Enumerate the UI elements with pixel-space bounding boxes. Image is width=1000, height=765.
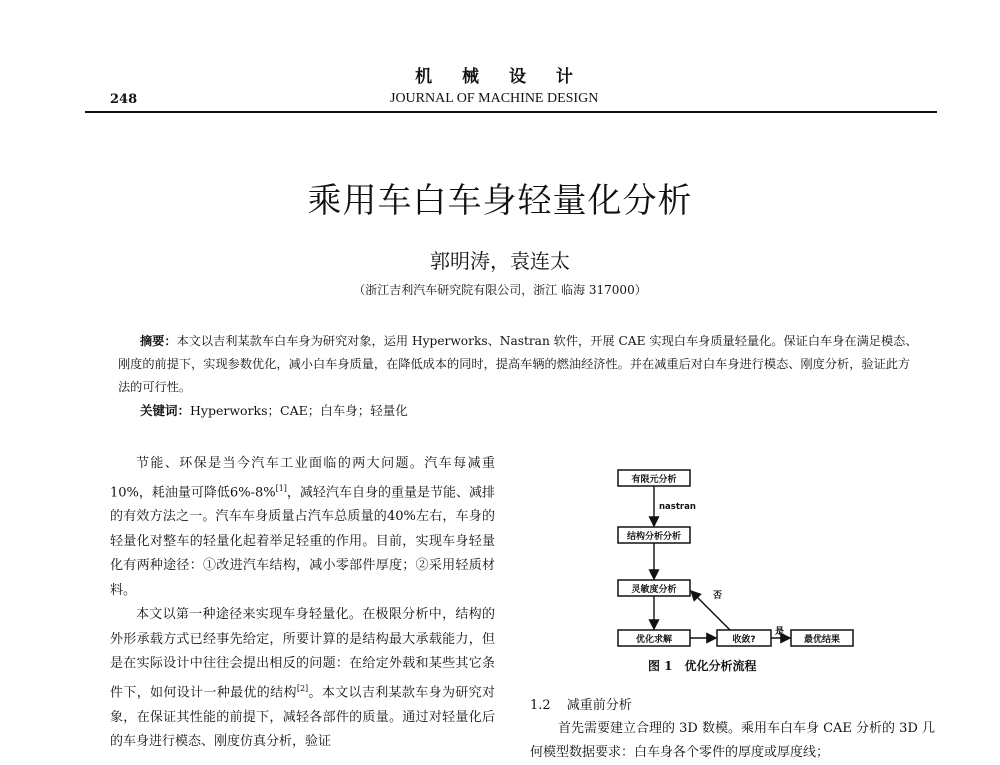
page-number: 248 [110,92,138,107]
box-struct-label: 结构分析分析 [626,532,682,542]
flowchart-figure [595,460,925,682]
citation-2[interactable]: [2] [296,683,309,693]
keywords-label: 关键词： [140,403,191,418]
article-authors: 郭明涛，袁连太 [430,249,570,273]
section-number: 1.2 [530,698,551,713]
figure-caption: 图 1 优化分析流程 [648,659,757,673]
box-sensitivity-label: 灵敏度分析 [631,585,677,595]
nastran-label: nastran [659,502,696,512]
section-title: 减重前分析 [566,698,632,713]
abstract-label: 摘要： [140,334,177,348]
header-rule [85,111,937,113]
box-fea-label: 有限元分析 [631,475,677,485]
body-right-text: 首先需要建立合理的 3D 数模。乘用车白车身 CAE 分析的 3D 几何模型数据要求：白车身各个零件的厚度或厚度线； [530,721,936,760]
section-heading [530,694,632,713]
citation-1[interactable]: [1] [275,483,287,493]
abstract-text: 本文以吉利某款车白车身为研究对象，运用 Hyperworks、Nastran 软件，开展 CAE 实现白车身质量轻量化。保证白车身在满足模态、刚度的前提下，实现参数优化，减小白车身质量，在降低成本的同时，提高车辆的燃油经济性。并在减重后对白车身进行模态、刚度分析，验证此方法的可行性。 [118,334,918,394]
keywords-text: Hyperworks；CAE；白车身；轻量化 [190,403,408,418]
box-converge-label: 收敛? [732,635,756,645]
paragraph-2: 本文以第一种途径来实现车身轻量化。在极限分析中，结构的外形承载方式已经事先给定，所要计算的是结构最大承载能力，但是在实际设计中往往会提出相反的问题：在给定外载和某些其它条件下，如何设计一种最优的结构[2]。本文以吉利某款车身为研究对象，在保证其性能的前提下，减轻各部件的质量。通过对轻量化后的车身进行模态、刚度仿真分析，验证 [110,607,495,750]
box-optimize-label: 优化求解 [635,635,673,645]
yes-label: 是 [775,627,785,637]
article-title: 乘用车白车身轻量化分析 [307,181,693,221]
paragraph-1: 节能、环保是当今汽车工业面临的两大问题。汽车每减重10%，耗油量可降低6%-8%[1]，减轻汽车自身的重量是节能、减排的有效方法之一。汽车车身质量占汽车总质量的40%左右，车身的轻量化对整车的轻量化起着举足轻重的作用。目前，实现车身轻量化有两种途径：①改进汽车结构，减小零部件厚度；②采用轻质材料。 [110,456,495,598]
keywords [140,401,408,419]
author-affiliation: （浙江吉利汽车研究院有限公司，浙江 临海 317000） [353,283,647,297]
no-label: 否 [713,591,723,601]
journal-name-en: JOURNAL OF MACHINE DESIGN [390,91,599,106]
body-left-column [110,452,495,755]
arrow-conv-sens [691,591,730,630]
abstract [118,330,918,399]
journal-name-cn: 机 械 设 计 [415,67,585,87]
box-result-label: 最优结果 [803,635,841,645]
